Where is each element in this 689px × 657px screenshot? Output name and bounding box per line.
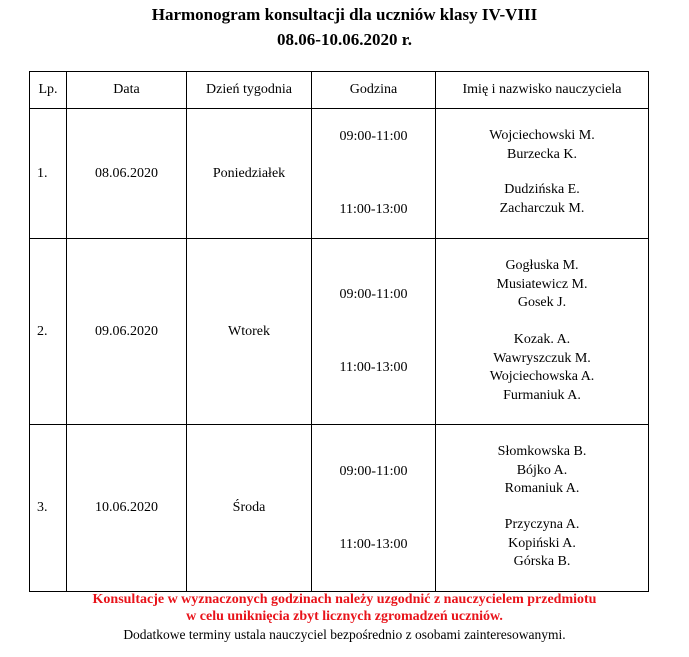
table-row [30,109,649,239]
page-subtitle-dates: 08.06-10.06.2020 r. [277,30,412,49]
header-lp: Lp. [30,72,67,109]
table-row [30,425,649,592]
row-lp: 2. [30,239,67,425]
teacher-name: Dudzińska E. [504,182,580,197]
header-teacher: Imię i nazwisko nauczyciela [436,72,649,109]
time-slot-morning: 09:00-11:00 [339,129,408,144]
row-times [312,425,436,592]
row-day: Środa [187,425,312,592]
teacher-group-morning [436,443,648,499]
teacher-name: Gogłuska M. [505,258,579,273]
teacher-group-morning [436,257,648,313]
row-lp: 3. [30,425,67,592]
row-times [312,239,436,425]
teacher-name: Bójko A. [516,462,568,478]
teacher-name: Słomkowska B. [497,444,587,459]
teacher-name: Wojciechowska A. [489,369,595,384]
header-day: Dzień tygodnia [187,72,312,109]
teacher-name: Wawryszczuk M. [493,350,591,366]
teacher-group-midday [436,181,648,218]
time-slot-midday: 11:00-13:00 [339,537,408,552]
note-additional-terms: Dodatkowe terminy ustala nauczyciel bezpośrednio z osobami zainteresowanymi. [123,627,566,642]
page-title: Harmonogram konsultacji dla uczniów klasy IV-VIII [151,5,538,24]
teacher-name: Zacharczuk M. [499,200,585,216]
schedule-table [29,71,649,592]
teacher-name: Romaniuk A. [504,481,580,496]
teacher-name: Górska B. [513,554,571,569]
time-slot-midday: 11:00-13:00 [339,202,408,217]
row-lp: 1. [30,109,67,239]
teacher-name: Musiatewicz M. [496,276,588,292]
teacher-name: Wojciechowski M. [489,128,595,143]
table-row [30,239,649,425]
note-warning-line2: w celu uniknięcia zbyt licznych zgromadzeń uczniów. [186,609,503,624]
teacher-group-midday [436,516,648,572]
teacher-name: Kozak. A. [513,332,571,347]
row-teachers [436,109,649,239]
time-slot-midday: 11:00-13:00 [339,360,408,375]
teacher-name: Furmaniuk A. [503,387,581,403]
row-times [312,109,436,239]
row-day: Poniedziałek [187,109,312,239]
row-date: 10.06.2020 [67,425,187,592]
row-date: 09.06.2020 [67,239,187,425]
teacher-name: Gosek J. [517,295,567,310]
header-date: Data [67,72,187,109]
teacher-group-morning [436,127,648,164]
time-slot-morning: 09:00-11:00 [339,287,408,302]
teacher-name: Burzecka K. [507,146,577,162]
teacher-name: Przyczyna A. [504,517,580,532]
teacher-group-midday [436,331,648,405]
note-warning-line1: Konsultacje w wyznaczonych godzinach należy uzgodnić z nauczycielem przedmiotu [92,592,597,607]
row-teachers [436,425,649,592]
time-slot-morning: 09:00-11:00 [339,464,408,479]
row-date: 08.06.2020 [67,109,187,239]
teacher-name: Kopiński A. [508,535,576,551]
header-time: Godzina [312,72,436,109]
table-header-row [30,72,649,109]
row-teachers [436,239,649,425]
row-day: Wtorek [187,239,312,425]
